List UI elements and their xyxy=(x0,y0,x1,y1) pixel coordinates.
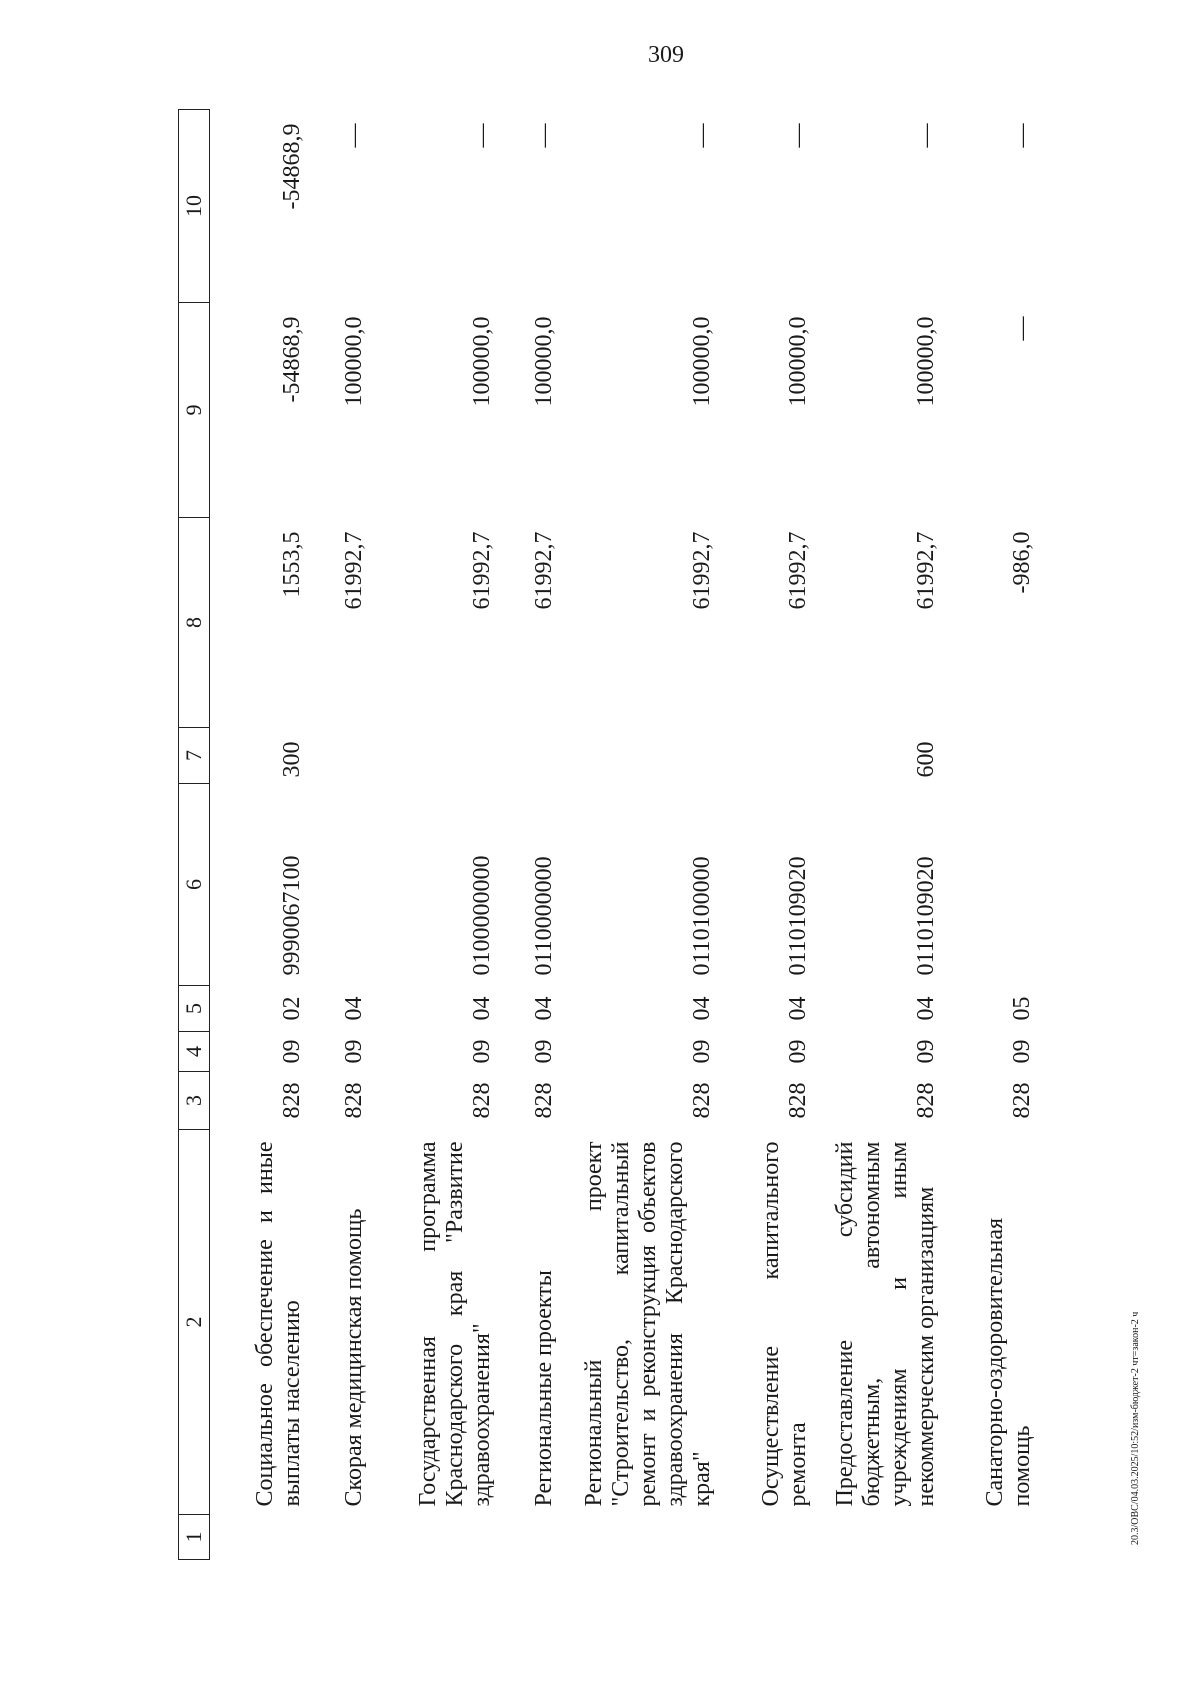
cell-ved: 828 xyxy=(1008,1082,1035,1119)
row-name: Государственная программа Краснодарского края "Развитие здравоохранения" xyxy=(414,1141,495,1507)
cell-amount-10: — xyxy=(468,123,495,148)
cell-csr xyxy=(940,784,1036,986)
header-cell-5: 5 xyxy=(179,986,210,1032)
cell-pr: 04 xyxy=(688,996,715,1021)
table-row xyxy=(812,110,940,1560)
cell-ved: 828 xyxy=(278,1082,305,1119)
cell-amount-9: 100000,0 xyxy=(468,316,495,407)
budget-table xyxy=(178,109,1036,1560)
header-cell-7: 7 xyxy=(179,728,210,784)
cell-pr: 04 xyxy=(340,996,367,1021)
row-name: Региональные проекты xyxy=(530,1270,557,1507)
cell-csr: 0110100000 xyxy=(688,856,715,976)
row-number-cell xyxy=(210,1515,306,1560)
header-cell-3: 3 xyxy=(179,1072,210,1130)
table-row xyxy=(496,110,558,1560)
cell-amount-8: 1553,5 xyxy=(278,531,305,598)
cell-amount-8: -986,0 xyxy=(1008,531,1035,594)
cell-amount-8: 61992,7 xyxy=(784,531,811,610)
header-cell-4: 4 xyxy=(179,1032,210,1072)
cell-amount-10: — xyxy=(912,123,939,148)
cell-amount-10: — xyxy=(530,123,557,148)
row-number-cell xyxy=(558,1515,716,1560)
table-row xyxy=(716,110,812,1560)
header-cell-10: 10 xyxy=(179,110,210,303)
cell-pr: 04 xyxy=(468,996,495,1021)
cell-ved: 828 xyxy=(688,1082,715,1119)
cell-amount-10: — xyxy=(1008,123,1035,148)
cell-amount-8: 61992,7 xyxy=(912,531,939,610)
cell-amount-10: — xyxy=(688,123,715,148)
cell-rz: 09 xyxy=(912,1039,939,1064)
cell-pr: 04 xyxy=(784,996,811,1021)
cell-ved: 828 xyxy=(912,1082,939,1119)
cell-rz: 09 xyxy=(340,1039,367,1064)
row-name: Региональный проект "Строительство, капитальный ремонт и реконструкция объектов здравоохранения Краснодарского края" xyxy=(581,1141,715,1507)
cell-vr xyxy=(496,728,558,784)
table-row xyxy=(368,110,496,1560)
table-row xyxy=(940,110,1036,1560)
cell-csr: 0110109020 xyxy=(912,856,939,976)
cell-amount-10: — xyxy=(784,123,811,148)
row-number-cell xyxy=(716,1515,812,1560)
cell-vr: 300 xyxy=(278,741,305,778)
header-cell-1: 1 xyxy=(179,1515,210,1560)
cell-amount-8: 61992,7 xyxy=(468,531,495,610)
table-row xyxy=(558,110,716,1560)
table-row xyxy=(306,110,368,1560)
row-name: Социальное обеспечение и иные выплаты населению xyxy=(251,1141,305,1507)
cell-csr: 0110109020 xyxy=(784,856,811,976)
cell-rz: 09 xyxy=(784,1039,811,1064)
row-number-cell xyxy=(496,1515,558,1560)
rotated-table-wrapper xyxy=(178,110,1078,1560)
row-number-cell xyxy=(368,1515,496,1560)
header-cell-2: 2 xyxy=(179,1130,210,1515)
cell-pr: 04 xyxy=(530,996,557,1021)
cell-vr xyxy=(940,728,1036,784)
header-cell-8: 8 xyxy=(179,518,210,728)
cell-amount-10: -54868,9 xyxy=(278,123,305,210)
cell-rz: 09 xyxy=(468,1039,495,1064)
row-number-cell xyxy=(940,1515,1036,1560)
header-cell-6: 6 xyxy=(179,784,210,986)
cell-amount-9: — xyxy=(1008,316,1035,341)
cell-csr: 9990067100 xyxy=(278,855,305,976)
cell-amount-9: 100000,0 xyxy=(340,316,367,407)
cell-ved: 828 xyxy=(340,1082,367,1119)
page-number: 309 xyxy=(648,42,684,68)
cell-amount-8: 61992,7 xyxy=(688,531,715,610)
row-name: Скорая медицинская помощь xyxy=(340,1208,367,1507)
cell-amount-9: -54868,9 xyxy=(278,316,305,403)
header-cell-9: 9 xyxy=(179,303,210,518)
cell-vr xyxy=(558,728,716,784)
cell-csr: 0110000000 xyxy=(530,856,557,976)
cell-amount-9: 100000,0 xyxy=(530,316,557,407)
row-name: Предоставление субсидий бюджетным, автономным учреждениям и иным некоммерческим организациям xyxy=(832,1141,939,1507)
cell-pr: 05 xyxy=(1008,996,1035,1021)
cell-ved: 828 xyxy=(530,1082,557,1119)
cell-vr xyxy=(716,728,812,784)
cell-csr: 0100000000 xyxy=(468,855,495,976)
table-row xyxy=(210,110,306,1560)
row-number-cell xyxy=(812,1515,940,1560)
cell-pr: 04 xyxy=(912,996,939,1021)
cell-rz: 09 xyxy=(278,1039,305,1064)
row-number-cell xyxy=(306,1515,368,1560)
footer-code: 20.3/ОВС/04.03.2025/10:52/изм-бюджет-2 чт=закон-2 ч xyxy=(1130,1311,1141,1545)
cell-amount-8: 61992,7 xyxy=(530,531,557,610)
cell-csr xyxy=(306,784,368,986)
row-name: Санаторно-оздоровительная помощь xyxy=(981,1217,1035,1507)
cell-pr: 02 xyxy=(278,996,305,1021)
cell-amount-9: 100000,0 xyxy=(784,316,811,407)
cell-amount-9: 100000,0 xyxy=(688,316,715,407)
cell-amount-9: 100000,0 xyxy=(912,316,939,407)
cell-vr xyxy=(368,728,496,784)
cell-ved: 828 xyxy=(468,1082,495,1119)
cell-rz: 09 xyxy=(1008,1039,1035,1064)
cell-vr: 600 xyxy=(912,741,939,778)
cell-amount-8: 61992,7 xyxy=(340,531,367,610)
cell-ved: 828 xyxy=(784,1082,811,1119)
cell-amount-10: — xyxy=(340,123,367,148)
cell-vr xyxy=(306,728,368,784)
header-row xyxy=(179,110,210,1560)
cell-rz: 09 xyxy=(688,1039,715,1064)
cell-rz: 09 xyxy=(530,1039,557,1064)
row-name: Осуществление капитального ремонта xyxy=(757,1141,811,1507)
